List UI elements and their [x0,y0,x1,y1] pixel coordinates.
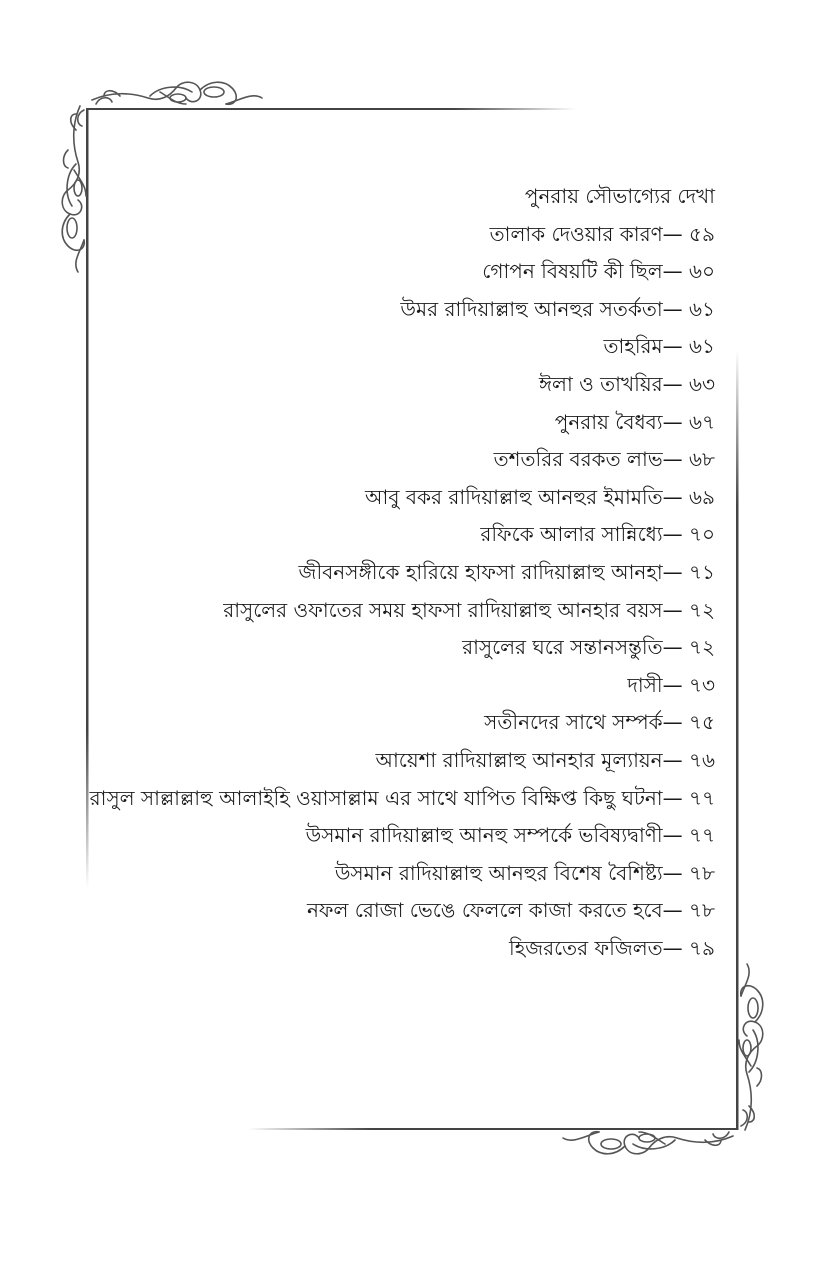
toc-entry-title: সতীনদের সাথে সম্পর্ক [484,710,663,735]
toc-entry-title: উসমান রাদিয়াল্লাহু আনহু সম্পর্কে ভবিষ্যদ্বাণী [305,823,663,848]
toc-entry-title: নফল রোজা ভেঙে ফেললে কাজা করতে হবে [306,898,663,923]
toc-entry-separator: — [662,484,690,509]
toc-entry-separator: — [662,785,689,810]
toc-entry-separator: — [662,522,689,547]
toc-entry-title: আয়েশা রাদিয়াল্লাহু আনহার মূল্যায়ন [375,747,663,772]
toc-entry [75,328,715,366]
toc-section-heading: পুনরায় সৌভাগ্যের দেখা [524,184,715,208]
toc-entry-title: রফিকে আলার সান্নিধ্যে [480,522,663,547]
toc-entry-title: হিজরতের ফজিলত [508,935,663,960]
toc-entry-page-number: ৭৮ [689,860,715,885]
toc-entry-page-number: ৭৩ [688,672,715,697]
toc-entry-title: জীবনসঙ্গীকে হারিয়ে হাফসা রাদিয়াল্লাহু আনহা [298,559,663,584]
toc-entry-page-number: ৭২ [688,635,715,660]
toc-entry-page-number: ৭৭ [688,785,715,810]
toc-entry [75,629,715,667]
toc-entry [75,516,715,554]
toc-entry [75,554,715,592]
toc-entry-title: উমর রাদিয়াল্লাহু আনহুর সতর্কতা [400,296,663,321]
toc-entry-separator: — [662,823,689,848]
toc-entry-page-number: ৬৩ [688,371,715,396]
toc-entry-page-number: ৬৮ [689,447,715,472]
toc-entry-separator: — [662,935,690,960]
toc-entry [75,253,715,291]
toc-entry-separator: — [662,635,689,660]
toc-entry-page-number: ৭৫ [689,710,715,735]
toc-entry-title: আবু বকর রাদিয়াল্লাহু আনহুর ইমামতি [365,484,663,509]
toc-entry-title: দাসী [627,672,663,697]
toc-entry [75,291,715,329]
toc-entry-title: তাহরিম [603,334,663,359]
toc-entry-page-number: ৬০ [688,259,715,284]
toc-entry-separator: — [662,710,690,735]
toc-entry [75,780,715,818]
toc-entry-page-number: ৭০ [688,522,715,547]
toc-entry [75,817,715,855]
toc-entry-separator: — [662,447,690,472]
toc-entry-title: উসমান রাদিয়াল্লাহু আনহুর বিশেষ বৈশিষ্ট্য [334,860,663,885]
toc-entry-title: ঈলা ও তাখয়ির [538,371,663,396]
toc-entry-page-number: ৭৮ [689,898,715,923]
toc-entry-page-number: ৬১ [689,296,715,321]
toc-entry-page-number: ৭১ [689,559,715,584]
toc-entry-page-number: ৭৯ [689,935,715,960]
toc-entry [75,404,715,442]
toc-entry [75,592,715,630]
table-of-contents [75,178,715,967]
toc-entry-page-number: ৭২ [688,597,715,622]
toc-entry [75,441,715,479]
toc-entry-title: পুনরায় বৈধব্য [554,409,663,434]
toc-entry-separator: — [662,860,690,885]
toc-entry [75,216,715,254]
toc-entry [75,667,715,705]
toc-entry-page-number: ৬১ [689,334,715,359]
toc-entry-title: রাসুলের ঘরে সন্তানসন্তুতি [462,635,663,660]
toc-entry-separator: — [662,747,689,772]
toc-entry-title: রাসুল সাল্লাল্লাহু আলাইহি ওয়াসাল্লাম এর সাথে যাপিত বিক্ষিপ্ত কিছু ঘটনা [89,785,663,810]
toc-entry-separator: — [662,371,689,396]
toc-entry [75,742,715,780]
toc-entry-separator: — [662,559,690,584]
toc-entry-separator: — [662,898,690,923]
toc-entry-page-number: ৬৯ [689,484,715,509]
toc-entry-title: তালাক দেওয়ার কারণ [489,221,663,246]
toc-entry [75,704,715,742]
toc-entry-title: রাসুলের ওফাতের সময় হাফসা রাদিয়াল্লাহু আনহার বয়স [223,597,663,622]
toc-entry-separator: — [662,296,690,321]
toc-entry [75,855,715,893]
toc-entry-separator: — [662,259,689,284]
toc-entry-separator: — [662,597,689,622]
toc-entry-separator: — [662,409,689,434]
toc-entry-title: গোপন বিষয়টি কী ছিল [482,259,663,284]
toc-entry-separator: — [662,221,690,246]
toc-entry [75,930,715,968]
bottom-right-ornament [563,964,763,1154]
toc-entry [75,366,715,404]
toc-entry-separator: — [662,672,689,697]
toc-entry-page-number: ৭৭ [688,823,715,848]
toc-entry-separator: — [662,334,690,359]
toc-entry-page-number: ৬৭ [688,409,715,434]
toc-entry [75,892,715,930]
toc-entry-page-number: ৫৯ [689,221,715,246]
toc-entry [75,479,715,517]
toc-entry-title: তশতরির বরকত লাভ [493,447,663,472]
toc-entry-page-number: ৭৬ [688,747,715,772]
